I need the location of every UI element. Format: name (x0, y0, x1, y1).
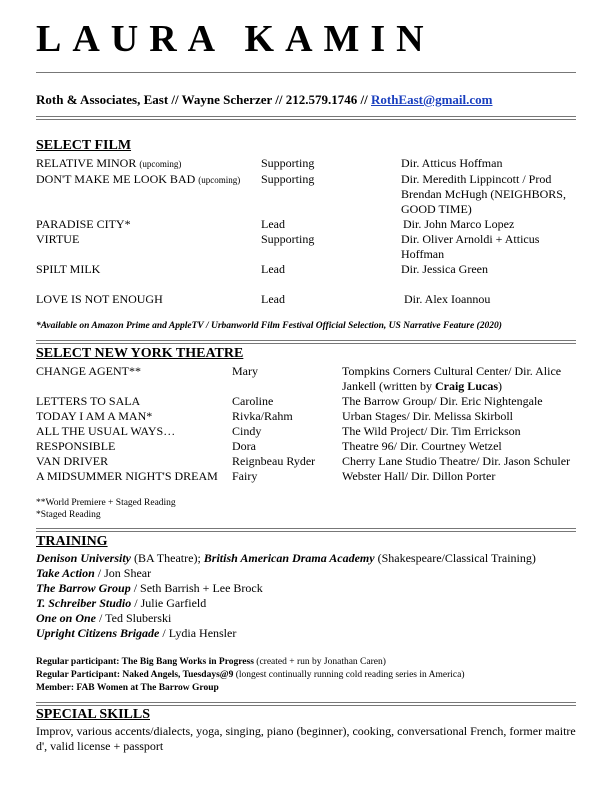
theatre-note-staged: *Staged Reading (36, 510, 101, 520)
film-title: SPILT MILK (36, 262, 101, 276)
theatre-credit: Cherry Lane Studio Theatre/ Dir. Jason Schuler (342, 454, 571, 468)
theatre-title: TODAY I AM A MAN* (36, 409, 153, 423)
theatre-role: Caroline (232, 394, 274, 408)
film-credit: Dir. Oliver Arnoldi + Atticus Hoffman (401, 232, 540, 261)
theatre-credit: The Barrow Group/ Dir. Eric Nightengale (342, 394, 543, 408)
theatre-credit: The Wild Project/ Dir. Tim Errickson (342, 424, 521, 438)
theatre-role: Fairy (232, 469, 258, 483)
film-title: PARADISE CITY* (36, 217, 131, 231)
film-heading: SELECT FILM (36, 138, 132, 153)
film-role: Supporting (261, 232, 315, 246)
film-title: LOVE IS NOT ENOUGH (36, 292, 163, 306)
theatre-title: CHANGE AGENT** (36, 364, 141, 378)
film-credit: Dir. John Marco Lopez (403, 217, 515, 231)
theatre-role: Rivka/Rahm (232, 409, 293, 423)
film-credit: Dir. Jessica Green (401, 262, 488, 276)
film-role: Supporting (261, 156, 315, 170)
regular-participant-nakedangels: Regular Participant: Naked Angels, Tuesdays@9 (longest continually running cold reading series in America) (36, 670, 465, 680)
film-role: Lead (261, 292, 285, 306)
training-education: Denison University (BA Theatre); British American Drama Academy (Shakespeare/Classical Training) (36, 551, 536, 565)
film-divider (36, 340, 576, 341)
film-role: Supporting (261, 172, 315, 186)
skills-heading: SPECIAL SKILLS (36, 707, 150, 722)
theatre-credit: Webster Hall/ Dir. Dillon Porter (342, 469, 496, 483)
training-item: One on One / Ted Sluberski (36, 611, 172, 625)
skills-text: Improv, various accents/dialects, yoga, singing, piano (beginner), cooking, conversational French, former maitre d', valid license + passport (36, 724, 576, 753)
theatre-role: Dora (232, 439, 256, 453)
film-credit: Dir. Meredith Lippincott / Prod Brendan McHugh (NEIGHBORS, GOOD TIME) (401, 172, 566, 216)
theatre-title: A MIDSUMMER NIGHT'S DREAM (36, 469, 218, 483)
membership: Member: FAB Women at The Barrow Group (36, 683, 219, 693)
training-item: The Barrow Group / Seth Barrish + Lee Brock (36, 581, 263, 595)
theatre-credit: Tompkins Corners Cultural Center/ Dir. Alice Jankell (written by Craig Lucas) (342, 364, 562, 393)
training-divider (36, 702, 576, 703)
theatre-title: ALL THE USUAL WAYS… (36, 424, 176, 438)
training-item: Upright Citizens Brigade / Lydia Hensler (36, 626, 237, 640)
theatre-role: Cindy (232, 424, 262, 438)
film-title: VIRTUE (36, 232, 80, 246)
regular-participant-bigbang: Regular participant: The Big Bang Works in Progress (created + run by Jonathan Caren) (36, 657, 386, 667)
theatre-title: VAN DRIVER (36, 454, 109, 468)
film-credit: Dir. Alex Ioannou (404, 292, 491, 306)
theatre-role: Reignbeau Ryder (232, 454, 316, 468)
agency-info: Roth & Associates, East // Wayne Scherzer // 212.579.1746 // (36, 92, 368, 107)
film-title: RELATIVE MINOR (upcoming) (36, 156, 182, 170)
theatre-title: RESPONSIBLE (36, 439, 116, 453)
header-divider (36, 72, 576, 73)
training-heading: TRAINING (36, 534, 108, 549)
film-role: Lead (261, 262, 285, 276)
email-link[interactable]: RothEast@gmail.com (370, 92, 493, 107)
theatre-credit: Theatre 96/ Dir. Courtney Wetzel (342, 439, 502, 453)
theatre-role: Mary (232, 364, 258, 378)
film-title: DON'T MAKE ME LOOK BAD (upcoming) (36, 172, 241, 186)
training-item: Take Action / Jon Shear (36, 566, 152, 580)
candidate-name: LAURA KAMIN (36, 18, 435, 60)
theatre-credit: Urban Stages/ Dir. Melissa Skirboll (342, 409, 513, 423)
contact-divider (36, 116, 576, 117)
training-item: T. Schreiber Studio / Julie Garfield (36, 596, 207, 610)
theatre-note-premiere: **World Premiere + Staged Reading (36, 498, 176, 508)
theatre-title: LETTERS TO SALA (36, 394, 141, 408)
film-footnote: *Available on Amazon Prime and AppleTV / Urbanworld Film Festival Official Selection, US Narrative Feature (2020) (36, 321, 502, 331)
contact-line (36, 92, 493, 108)
theatre-heading: SELECT NEW YORK THEATRE (36, 346, 244, 361)
film-credit: Dir. Atticus Hoffman (401, 156, 503, 170)
theatre-divider (36, 528, 576, 529)
film-role: Lead (261, 217, 285, 231)
